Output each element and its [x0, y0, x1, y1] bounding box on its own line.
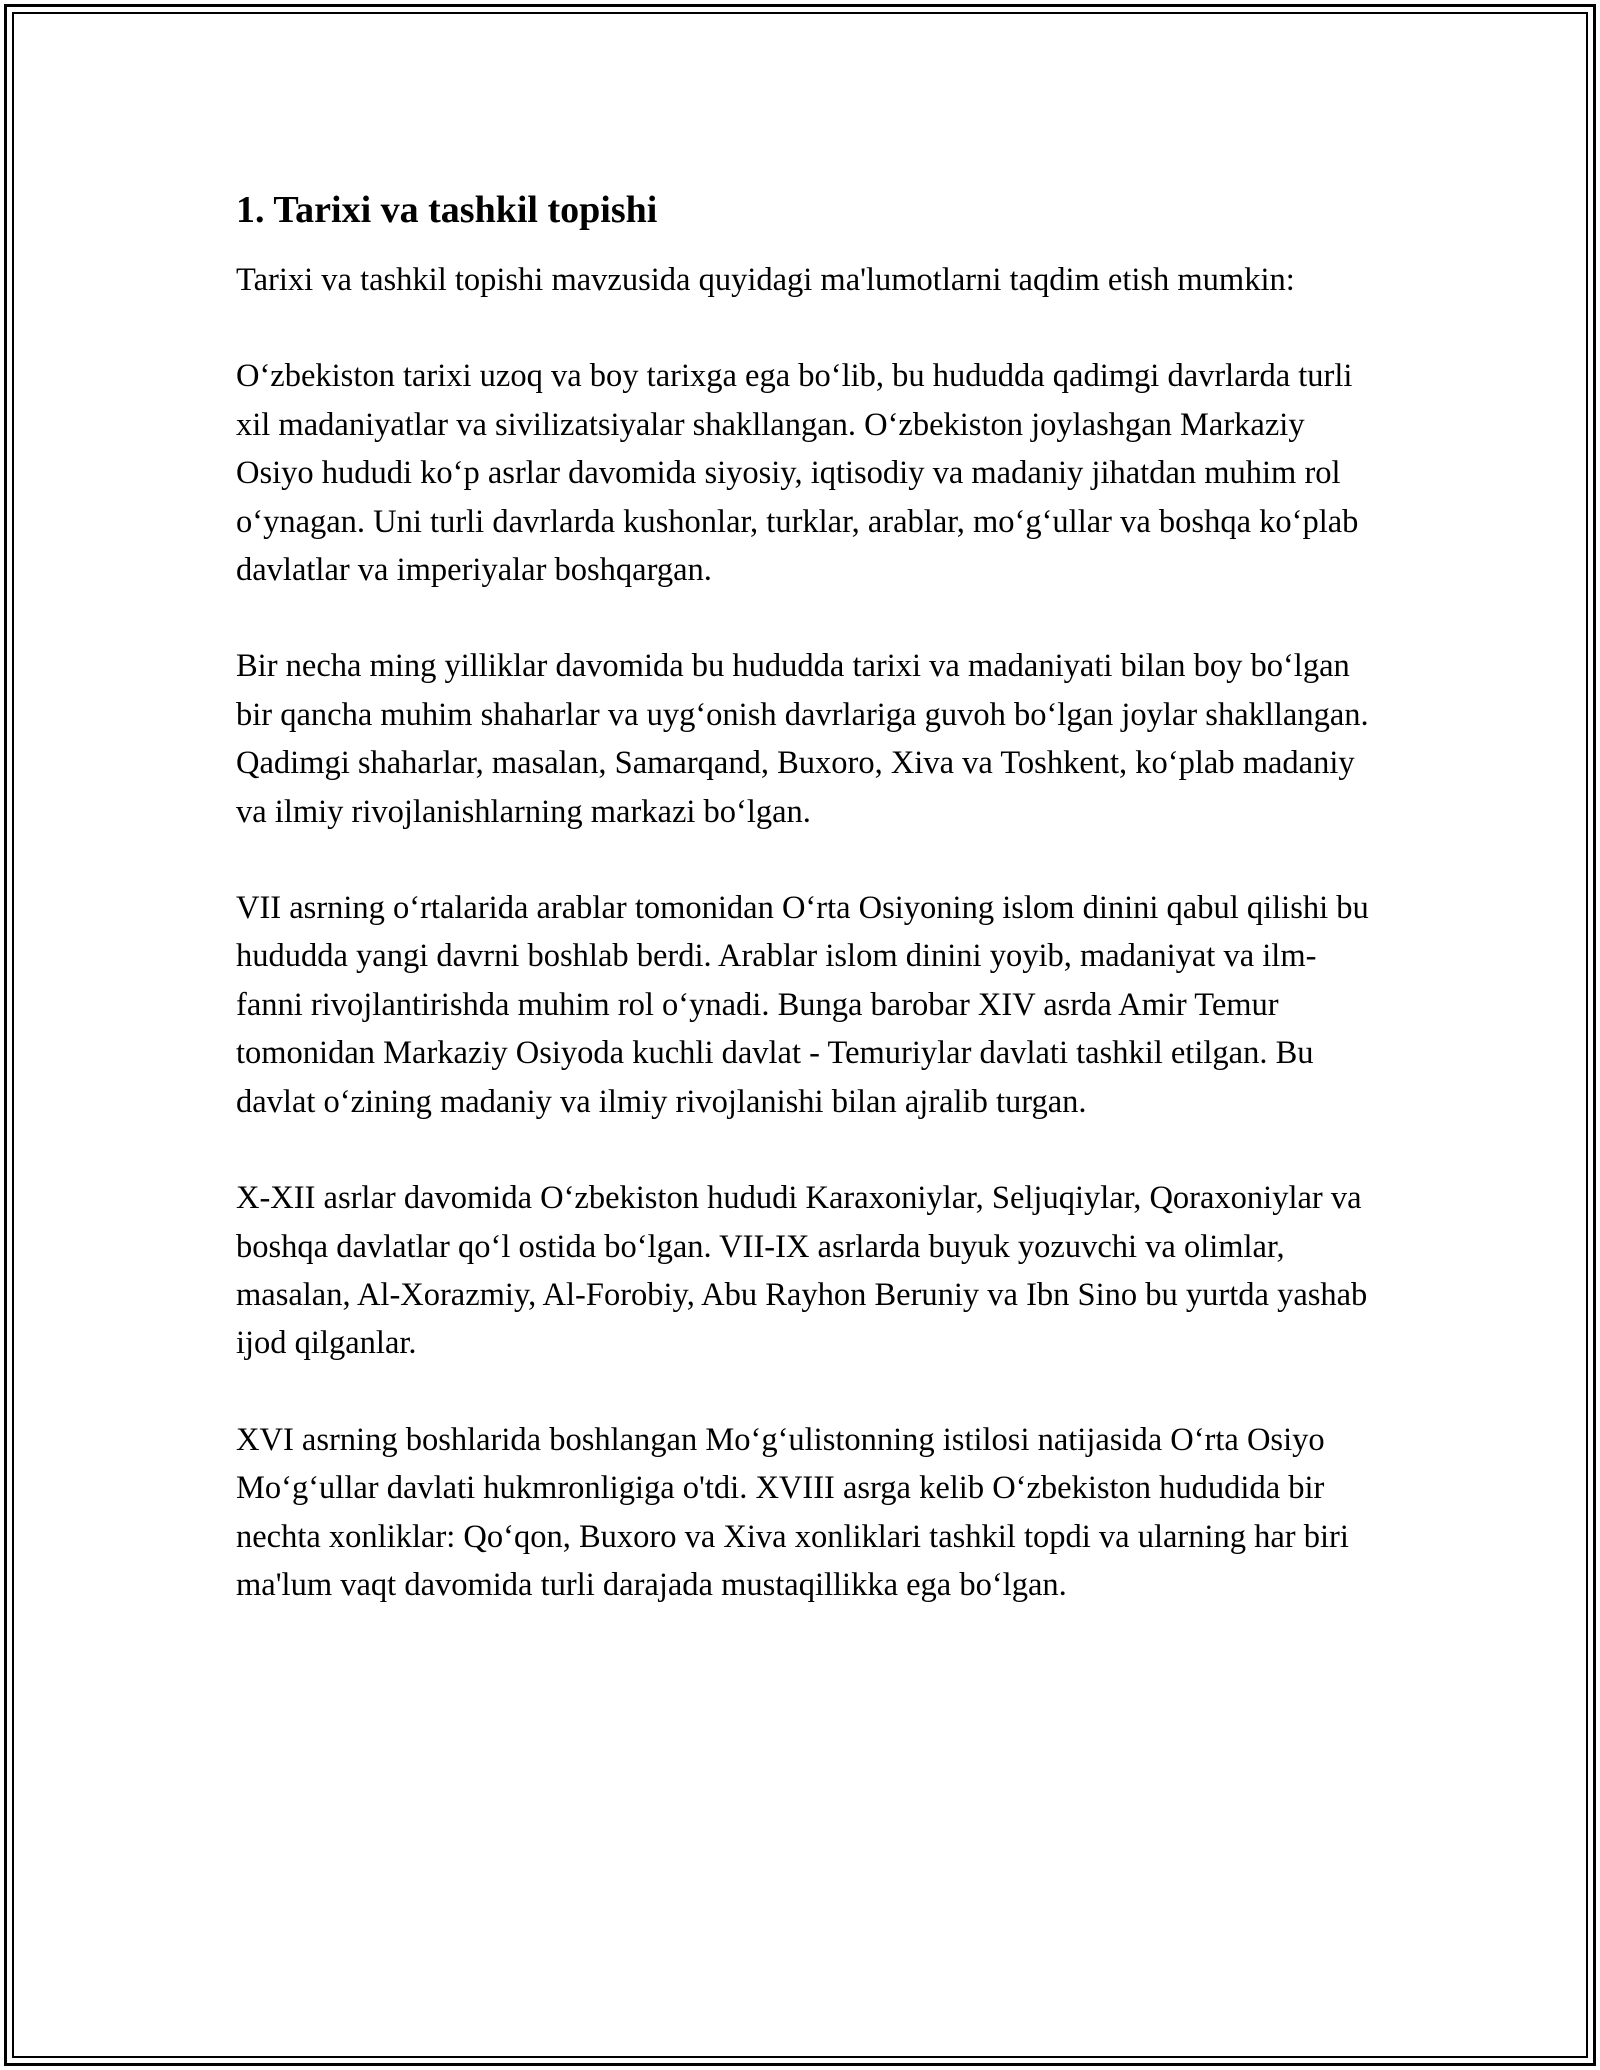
- paragraph-khanates: XVI asrning boshlarida boshlangan Mo‘g‘ulistonning istilosi natijasida O‘rta Osiyo Mo‘g‘ullar davlati hukmronligiga o'tdi. XVIII asrga kelib O‘zbekiston hududida bir nechta xonliklar: Qo‘qon, Buxoro va Xiva xonliklari tashkil topdi va ularning har biri ma'lum vaqt davomida turli darajada mustaqillikka ega bo‘lgan.: [236, 1421, 1349, 1603]
- paragraph-intro: Tarixi va tashkil topishi mavzusida quyidagi ma'lumotlarni taqdim etish mumkin:: [236, 262, 1295, 298]
- paragraph-arab-timurid: VII asrning o‘rtalarida arablar tomonidan O‘rta Osiyoning islom dinini qabul qilishi bu hududda yangi davrni boshlab berdi. Arablar islom dinini yoyib, madaniyat va ilm-fanni rivojlantirishda muhim rol o‘ynadi. Bunga barobar XIV asrda Amir Temur tomonidan Markaziy Osiyoda kuchli davlat - Temuriylar davlati tashkil etilgan. Bu davlat o‘zining madaniy va ilmiy rivojlanishi bilan ajralib turgan.: [236, 890, 1369, 1120]
- section-heading: 1. Tarixi va tashkil topishi: [236, 189, 658, 231]
- paragraph-uzbekistan-history: O‘zbekiston tarixi uzoq va boy tarixga ega bo‘lib, bu hududda qadimgi davrlarda turli xil madaniyatlar va sivilizatsiyalar shakllangan. O‘zbekiston joylashgan Markaziy Osiyo hududi ko‘p asrlar davomida siyosiy, iqtisodiy va madaniy jihatdan muhim rol o‘ynagan. Uni turli davrlarda kushonlar, turklar, arablar, mo‘g‘ullar va boshqa ko‘plab davlatlar va imperiyalar boshqargan.: [236, 358, 1359, 589]
- paragraph-karakhanids-scholars: X-XII asrlar davomida O‘zbekiston hududi Karaxoniylar, Seljuqiylar, Qoraxoniylar va boshqa davlatlar qo‘l ostida bo‘lgan. VII-IX asrlarda buyuk yozuvchi va olimlar, masalan, Al-Xorazmiy, Al-Forobiy, Abu Rayhon Beruniy va Ibn Sino bu yurtda yashab ijod qilganlar.: [236, 1180, 1368, 1362]
- paragraph-ancient-cities: Bir necha ming yilliklar davomida bu hududda tarixi va madaniyati bilan boy bo‘lgan bir qancha muhim shaharlar va uyg‘onish davrlariga guvoh bo‘lgan joylar shakllangan. Qadimgi shaharlar, masalan, Samarqand, Buxoro, Xiva va Toshkent, ko‘plab madaniy va ilmiy rivojlanishlarning markazi bo‘lgan.: [236, 648, 1369, 830]
- document-body: [236, 186, 1376, 1657]
